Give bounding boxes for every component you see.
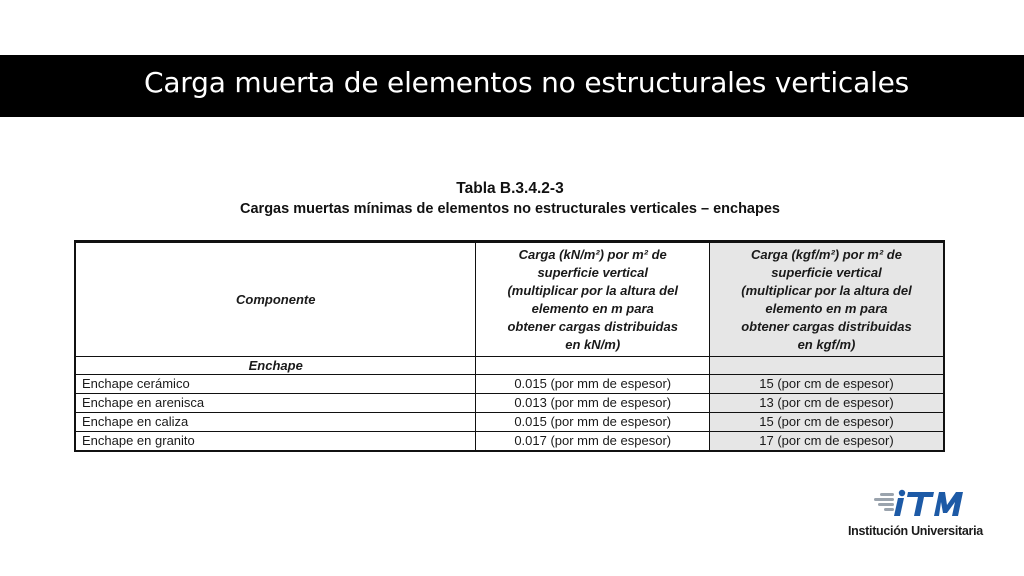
section-label: Enchape xyxy=(75,357,476,375)
header-kn-line: superficie vertical xyxy=(537,264,648,280)
section-empty-cell xyxy=(476,357,710,375)
row-component: Enchape en granito xyxy=(75,432,476,452)
header-kn-line: en kN/m) xyxy=(565,336,621,352)
section-row xyxy=(75,357,944,375)
header-kgf-line: Carga (kgf/m²) por m² de xyxy=(751,246,902,262)
row-load-kgf: 13 (por cm de espesor) xyxy=(709,394,944,413)
table-row xyxy=(75,394,944,413)
row-load-kn: 0.017 (por mm de espesor) xyxy=(476,432,710,452)
slide-title: Carga muerta de elementos no estructurales verticales xyxy=(144,66,910,99)
row-load-kn: 0.013 (por mm de espesor) xyxy=(476,394,710,413)
row-load-kn: 0.015 (por mm de espesor) xyxy=(476,375,710,394)
header-kn-line: elemento en m para xyxy=(531,300,654,316)
row-component: Enchape en arenisca xyxy=(75,394,476,413)
header-kgf-line: elemento en m para xyxy=(765,300,888,316)
table-header-row xyxy=(75,242,944,357)
dead-load-table xyxy=(74,240,945,452)
header-kn-line: obtener cargas distribuidas xyxy=(507,318,678,334)
header-kgf-line: (multiplicar por la altura del xyxy=(741,282,912,298)
logo-text: Institución Universitaria xyxy=(848,524,983,538)
header-component: Componente xyxy=(75,242,476,357)
row-component: Enchape cerámico xyxy=(75,375,476,394)
table-caption: Cargas muertas mínimas de elementos no estructurales verticales – enchapes xyxy=(240,201,780,217)
table-row xyxy=(75,375,944,394)
section-empty-cell xyxy=(709,357,944,375)
itm-logo xyxy=(848,487,983,545)
row-load-kgf: 15 (por cm de espesor) xyxy=(709,375,944,394)
header-kgf-line: superficie vertical xyxy=(771,264,882,280)
row-component: Enchape en caliza xyxy=(75,413,476,432)
header-kgf-line: en kgf/m) xyxy=(797,336,856,352)
table-row xyxy=(75,432,944,452)
row-load-kgf: 15 (por cm de espesor) xyxy=(709,413,944,432)
header-kn-line: (multiplicar por la altura del xyxy=(507,282,678,298)
header-load-kn xyxy=(476,242,710,357)
header-kgf-line: obtener cargas distribuidas xyxy=(741,318,912,334)
table-row xyxy=(75,413,944,432)
row-load-kn: 0.015 (por mm de espesor) xyxy=(476,413,710,432)
header-load-kgf xyxy=(709,242,944,357)
header-kn-line: Carga (kN/m²) por m² de xyxy=(518,246,667,262)
row-load-kgf: 17 (por cm de espesor) xyxy=(709,432,944,452)
itm-logo-icon xyxy=(872,487,972,521)
table-id: Tabla B.3.4.2-3 xyxy=(456,180,564,197)
